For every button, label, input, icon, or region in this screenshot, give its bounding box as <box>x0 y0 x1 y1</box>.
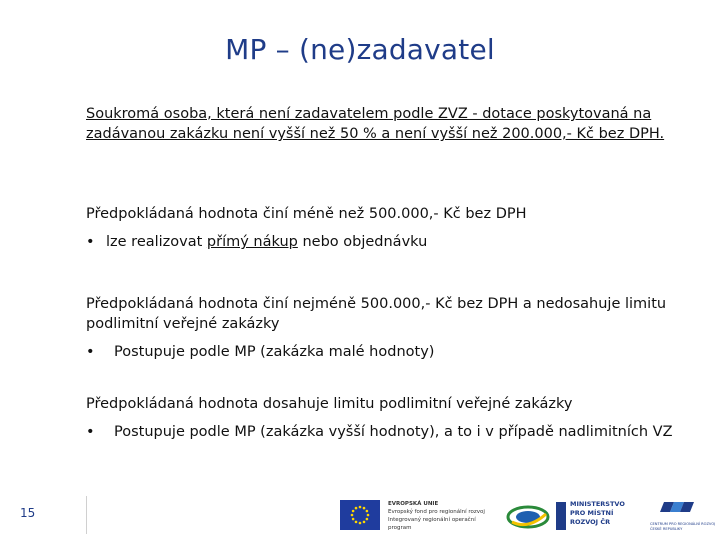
slide-title: MP – (ne)zadavatel <box>225 33 495 66</box>
crr-line-2: ČESKÉ REPUBLIKY <box>650 526 683 531</box>
mmr-line-3: ROZVOJ ČR <box>570 518 611 526</box>
bullet-text: Postupuje podle MP (zakázka vyšší hodnoty), a to i v případě nadlimitních VZ <box>114 424 673 440</box>
value-heading-mid: Předpokládaná hodnota činí nejméně 500.000,- Kč bez DPH a nedosahuje limitu podlimitní veřejné zakázky <box>86 296 667 332</box>
definition-paragraph: Soukromá osoba, která není zadavatelem podle ZVZ - dotace poskytovaná na zadávanou zakázku není vyšší než 50 % a není vyšší než 200.000,- Kč bez DPH. <box>86 106 665 142</box>
crr-line-1: CENTRUM PRO REGIONÁLNÍ ROZVOJ <box>650 522 716 526</box>
mmr-line-1: MINISTERSTVO <box>570 500 625 508</box>
page-number: 15 <box>20 506 36 520</box>
value-block-limit <box>86 394 686 442</box>
mmr-logo-text <box>570 500 640 527</box>
mmr-line-2: PRO MÍSTNÍ <box>570 509 614 517</box>
value-heading-below: Předpokládaná hodnota činí méně než 500.000,- Kč bez DPH <box>86 206 527 222</box>
bullet-icon: • <box>86 344 95 360</box>
bullet-icon: • <box>86 234 95 250</box>
bullet-item-small-value <box>86 342 686 362</box>
mmr-emblem-icon <box>556 502 566 530</box>
value-block-mid <box>86 294 686 362</box>
eu-funding-text <box>388 500 498 532</box>
eu-stars-icon <box>340 500 380 530</box>
definition-block <box>86 104 686 144</box>
value-block-below <box>86 204 686 252</box>
bullet-item-higher-value <box>86 422 686 442</box>
value-heading-limit: Předpokládaná hodnota dosahuje limitu podlimitní veřejné zakázky <box>86 396 573 412</box>
bullet-icon: • <box>86 424 95 440</box>
eu-name: EVROPSKÁ UNIE <box>388 501 439 507</box>
crr-logo-text <box>650 522 716 531</box>
bullet-item-direct-purchase <box>86 232 686 252</box>
eu-program: Integrovaný regionální operační program <box>388 517 476 531</box>
irop-logo-icon <box>506 502 550 530</box>
bullet-text-prefix: lze realizovat <box>106 234 207 250</box>
bullet-text: Postupuje podle MP (zakázka malé hodnoty) <box>114 344 435 360</box>
direct-purchase-term: přímý nákup <box>206 234 298 250</box>
footer-divider <box>86 496 87 534</box>
bullet-text-suffix: nebo objednávku <box>297 234 428 250</box>
eu-fund: Evropský fond pro regionální rozvoj <box>388 509 485 515</box>
eu-flag-icon <box>340 500 380 530</box>
